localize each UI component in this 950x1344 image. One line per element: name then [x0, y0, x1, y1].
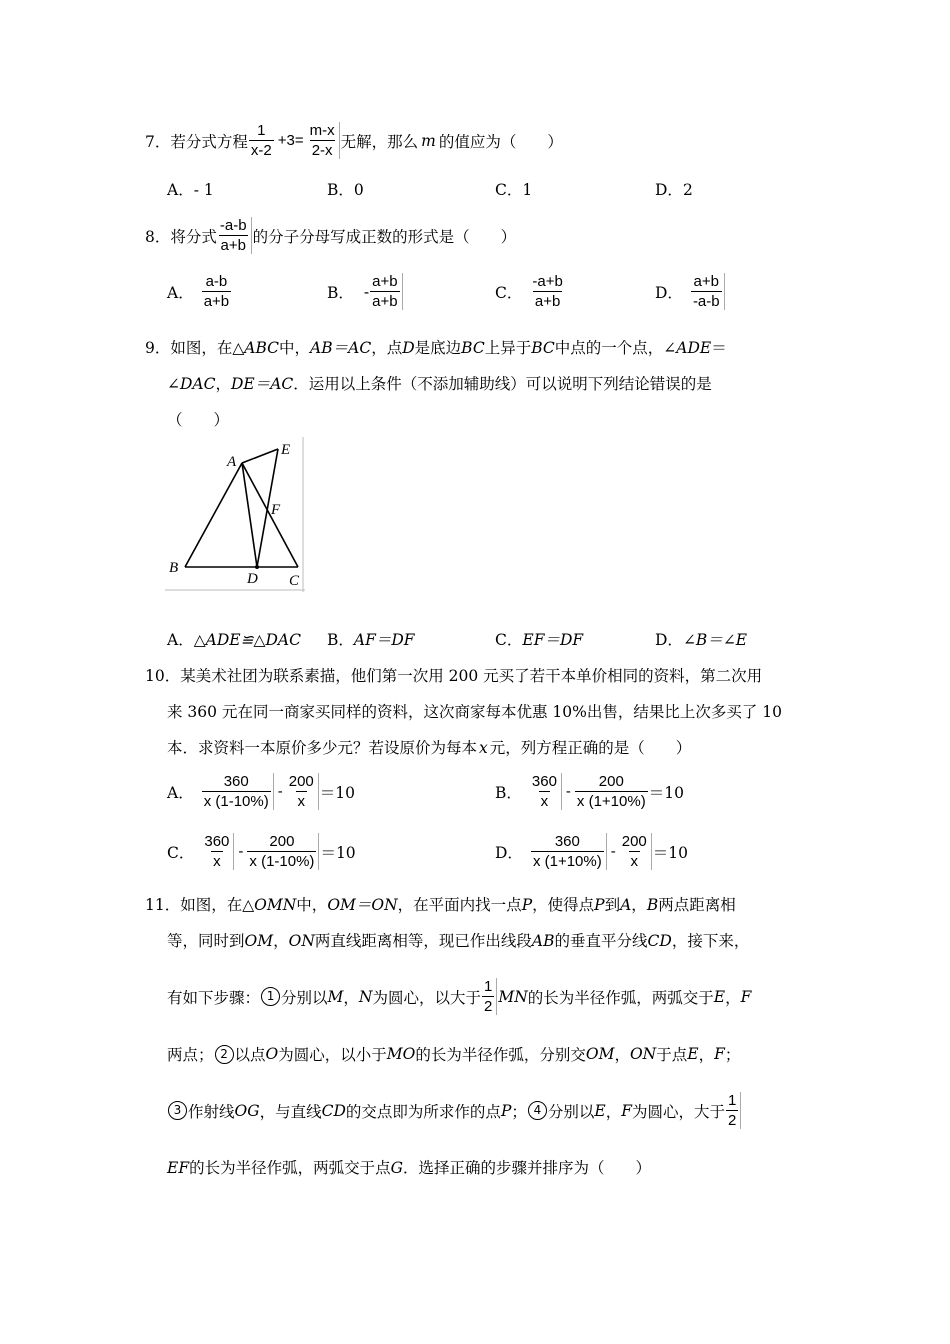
q7-option-a[interactable]: A．- 1 — [167, 181, 214, 199]
label-F: F — [271, 502, 281, 518]
q7-option-d[interactable]: D．2 — [655, 181, 693, 199]
segment-AC — [242, 463, 298, 567]
q7-option-c[interactable]: C．1 — [495, 181, 533, 199]
half-fraction: $\frac{1}{2}$ — [482, 978, 497, 1015]
q7-stem: 7． 若分式方程 $\frac{1}{x-2}$ +3= $\frac{m-x}{2-x}$ 无解，那么 m 的值应为（ ） — [145, 122, 563, 159]
point-D-dot — [255, 565, 259, 569]
q9-line-2: ∠DAC，DE＝AC．运用以上条件（不添加辅助线）可以说明下列结论错误的是 — [167, 375, 712, 393]
segment-AB — [185, 463, 242, 567]
q11-line-6: EF的长为半径作弧，两弧交于点G．选择正确的步骤并排序为（ ） — [167, 1159, 651, 1177]
q8-option-b[interactable]: B． - $\frac{a+b}{a+b}$ — [327, 273, 404, 310]
q10-line-1: 10．某美术社团为联系素描，他们第一次用 200 元买了若干本单价相同的资料，第二次用 — [145, 667, 763, 685]
q9-option-d[interactable]: D．∠B＝∠E — [655, 631, 748, 649]
q11-line-2: 等，同时到OM，ON两直线距离相等，现已作出线段AB的垂直平分线CD，接下来， — [167, 932, 750, 950]
q9-triangle-figure — [165, 437, 305, 592]
q8-number: 8． — [145, 227, 171, 246]
step-1-marker: 1 — [261, 987, 280, 1006]
step-3-marker: 3 — [168, 1101, 187, 1120]
q7-number: 7． — [145, 132, 171, 151]
q9-option-b[interactable]: B．AF＝DF — [327, 631, 415, 649]
q8-option-a[interactable]: A． $\frac{a-b}{a+b}$ — [167, 273, 230, 310]
step-2-marker: 2 — [215, 1045, 234, 1064]
label-A: A — [227, 454, 237, 470]
label-D: D — [247, 571, 258, 587]
q10-line-3: 本．求资料一本原价多少元？若设原价为每本 x 元，列方程正确的是（ ） — [167, 739, 692, 757]
q10-line-2: 来 360 元在同一商家买同样的资料，这次商家每本优惠 10%出售，结果比上次多买了 10 — [167, 703, 782, 721]
q7-fraction-2: $\frac{m-x}{2-x}$ — [308, 122, 340, 159]
q8-option-c[interactable]: C． $\frac{-a+b}{a+b}$ — [495, 273, 563, 310]
q9-line-1: 9．如图，在△ABC中，AB＝AC，点D是底边BC上异于BC中点的一个点，∠ADE＝ — [145, 339, 727, 357]
step-4-marker: 4 — [528, 1101, 547, 1120]
q10-option-d[interactable]: D． $\frac{360}{x (1+10\%)}$ - $\frac{200}{x}$ ＝10 — [495, 833, 688, 870]
q8-option-d[interactable]: D． $\frac{a+b}{-a-b}$ — [655, 273, 726, 310]
q11-line-5: 3 作射线 OG ，与直线 CD 的交点即为所求作的点 P ； 4 分别以 E ， F 为圆心，大于 $\frac{1}{2}$ — [167, 1092, 742, 1129]
q7-fraction-1: $\frac{1}{x-2}$ — [250, 122, 272, 159]
q8-fraction: $\frac{-a-b}{a+b}$ — [218, 217, 252, 254]
q11-line-4: 两点； 2 以点 O 为圆心，以小于 MO 的长为半径作弧，分别交 OM ， ON 于点 E ， F ； — [167, 1045, 741, 1064]
label-C: C — [289, 573, 300, 589]
q8-stem: 8． 将分式 $\frac{-a-b}{a+b}$ 的分子分母写成正数的形式是（ ） — [145, 217, 517, 254]
half-fraction-2: $\frac{1}{2}$ — [726, 1092, 741, 1129]
q10-option-b[interactable]: B． $\frac{360}{x}$ - $\frac{200}{x (1+10\%)}$ ＝10 — [495, 773, 684, 810]
q10-option-c[interactable]: C． $\frac{360}{x}$ - $\frac{200}{x (1-10\%)}$ ＝10 — [167, 833, 356, 870]
q11-line-1: 11．如图，在△OMN中，OM＝ON，在平面内找一点P，使得点P到A，B两点距离相 — [145, 896, 736, 914]
label-B: B — [169, 560, 179, 576]
q10-option-a[interactable]: A． $\frac{360}{x (1-10\%)}$ - $\frac{200}{x}$ ＝10 — [167, 773, 355, 810]
label-E: E — [281, 442, 291, 458]
segment-AE — [242, 449, 278, 463]
q7-option-b[interactable]: B．0 — [327, 181, 364, 199]
q11-line-3: 有如下步骤： 1 分别以 M ， N 为圆心，以大于 $\frac{1}{2}$ MN 的长为半径作弧，两弧交于 E ， F — [167, 978, 752, 1015]
q9-option-a[interactable]: A．△ADE≌△DAC — [167, 631, 301, 649]
q9-line-3: （ ） — [167, 411, 230, 429]
q9-option-c[interactable]: C．EF＝DF — [495, 631, 584, 649]
